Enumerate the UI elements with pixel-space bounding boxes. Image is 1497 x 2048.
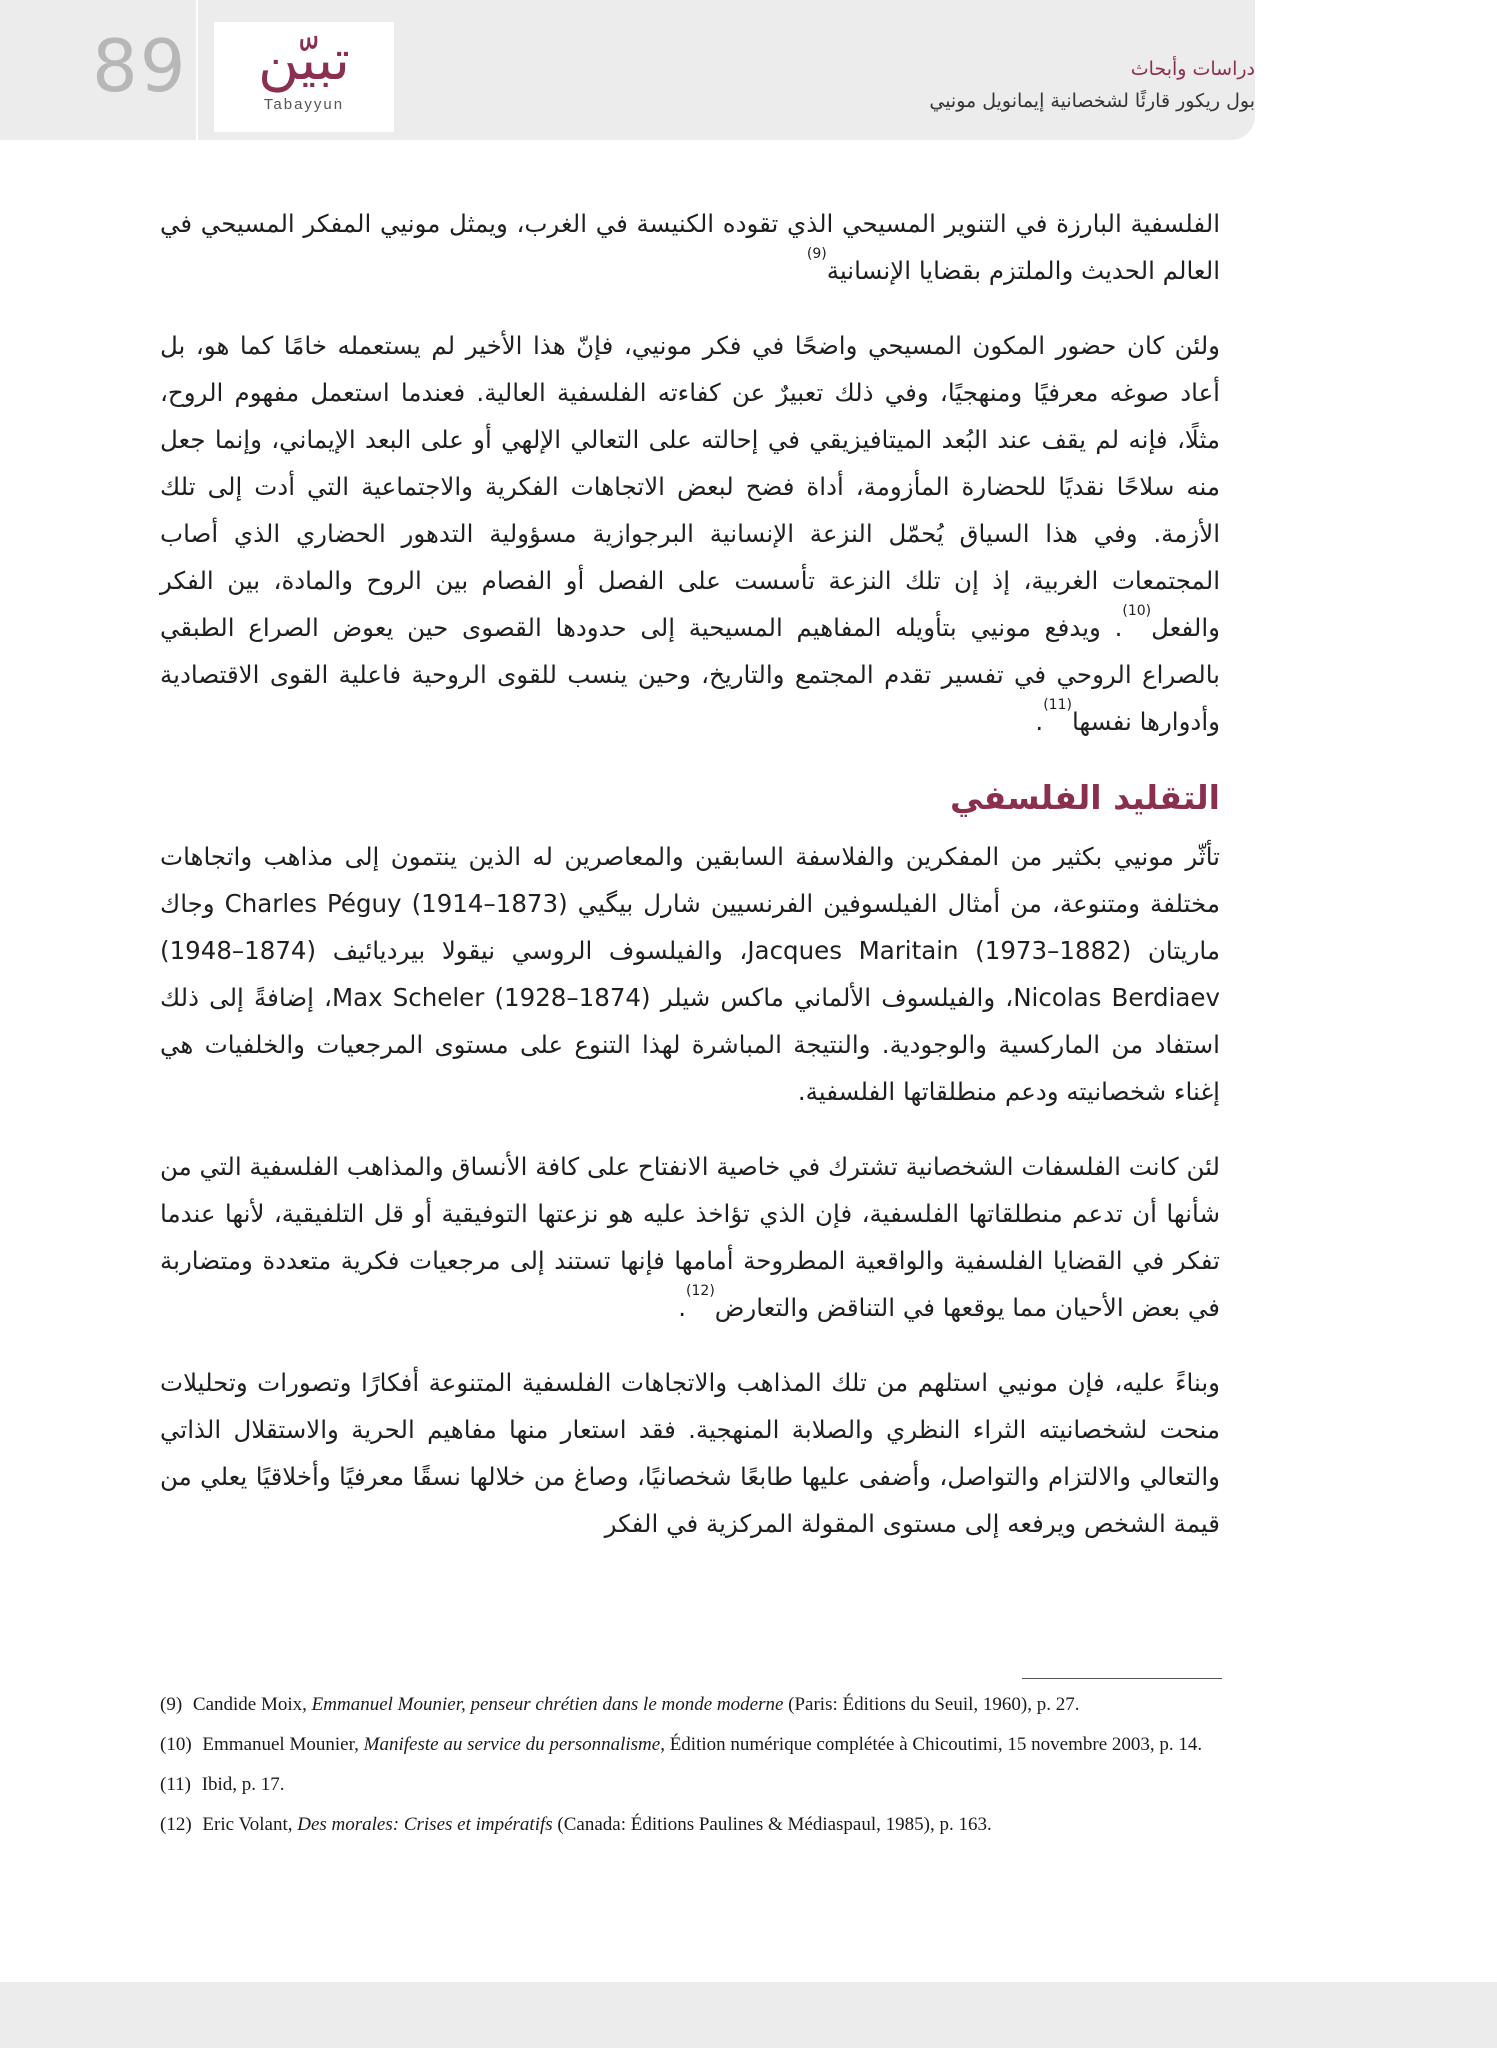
footnote-details: (Paris: Éditions du Seuil, 1960), p. 27. (788, 1694, 1080, 1715)
footnote-item (160, 1730, 1222, 1760)
footnotes (160, 1690, 1222, 1850)
footnote-ref-12[interactable]: (12) (686, 1283, 715, 1299)
header-band (0, 0, 1255, 140)
footnote-ref-10[interactable]: (10) (1122, 603, 1152, 619)
paragraph-3: تأثّر مونيي بكثير من المفكرين والفلاسفة السابقين والمعاصرين له الذين ينتمون إلى مذاهب واتجاهات مختلفة ومتنوعة، من أمثال الفيلسوفين الفرنسيين شارل بيگيي (1873–1914) Charles Péguy وجاك ماريتان (1882–1973) Jacques Maritain، والفيلسوف الروسي نيقولا بيرديائيف (1874–1948) Nicolas Berdiaev، والفيلسوف الألماني ماكس شيلر (1874–1928) Max Scheler، إضافةً إلى ذلك استفاد من الماركسية والوجودية. والنتيجة المباشرة لهذا التنوع على مستوى المرجعيات والخلفيات هي إغناء شخصانيته ودعم منطلقاتها الفلسفية. (160, 842, 1221, 1106)
footnote-item (160, 1690, 1222, 1720)
journal-logo (214, 22, 394, 132)
footnote-ref-11[interactable]: (11) (1043, 697, 1072, 713)
footnote-number: (10) (160, 1734, 192, 1755)
paragraph-4-text: لئن كانت الفلسفات الشخصانية تشترك في خاصية الانفتاح على كافة الأنساق والمذاهب الفلسفية التي من شأنها أن تدعم منطلقاتها الفلسفية، فإن الذي تؤاخذ عليه هو نزعتها التوفيقية أو قل التلفيقية، لأنها عندما تفكر في القضايا الفلسفية والواقعية المطروحة أمامها فإنها تستند إلى مرجعيات فكرية متعددة ومتضاربة في بعض الأحيان مما يوقعها في التناقض والتعارض (160, 1152, 1220, 1322)
footnote-details: (Canada: Éditions Paulines & Médiaspaul, 1985), p. 163. (557, 1814, 992, 1835)
footnote-details: , Édition numérique complétée à Chicoutimi, 15 novembre 2003, p. 14. (660, 1734, 1203, 1755)
footnote-ref-9[interactable]: (9) (806, 246, 827, 262)
section-label: دراسات وأبحاث (1130, 58, 1255, 80)
footnote-item (160, 1810, 1222, 1840)
running-article-title: بول ريكور قارئًا لشخصانية إيمانويل مونيي (929, 90, 1255, 112)
footnote-item (160, 1770, 1222, 1800)
footer-band (0, 1982, 1497, 2048)
footnote-divider (1022, 1678, 1222, 1679)
footnote-number: (12) (160, 1814, 192, 1835)
article-body (160, 200, 1220, 1575)
logo-latin: Tabayyun (263, 96, 345, 113)
page-number: 89 (92, 24, 188, 108)
footnote-author: Emmanuel Mounier, (202, 1734, 359, 1755)
paragraph-2-text-a: ولئن كان حضور المكون المسيحي واضحًا في فكر مونيي، فإنّ هذا الأخير لم يستعمله خامًا كما هو، بل أعاد صوغه معرفيًا ومنهجيًا، وفي ذلك تعبيرٌ عن كفاءته الفلسفية العالية. فعندما استعمل مفهوم الروح، مثلًا، فإنه لم يقف عند البُعد الميتافيزيقي في إحالته على التعالي الإلهي أو على البعد الإيماني، وإنما جعل منه سلاحًا نقديًا للحضارة المأزومة، أداة فضح لبعض الاتجاهات الفكرية والاجتماعية التي أدت إلى تلك الأزمة. وفي هذا السياق يُحمّل النزعة الإنسانية البرجوازية مسؤولية التدهور الحضاري الذي أصاب المجتمعات الغربية، إذ إن تلك النزعة تأسست على الفصل أو الفصام بين الروح والمادة، بين الفكر والفعل (160, 331, 1220, 642)
footnote-title: Manifeste au service du personnalisme (363, 1734, 661, 1755)
footnote-title: Emmanuel Mounier, penseur chrétien dans le monde moderne (311, 1694, 784, 1715)
paragraph-5: وبناءً عليه، فإن مونيي استلهم من تلك المذاهب والاتجاهات الفلسفية المتنوعة أفكارًا وتصورات وتحليلات منحت لشخصانيته الثراء النظري والصلابة المنهجية. فقد استعار منها مفاهيم الحرية والاستقلال الذاتي والتعالي والالتزام والتواصل، وأضفى عليها طابعًا شخصانيًا، وصاغ من خلالها نسقًا معرفيًا وأخلاقيًا يعلي من قيمة الشخص ويرفعه إلى مستوى المقولة المركزية في الفكر (160, 1368, 1220, 1538)
paragraph-1 (160, 200, 1220, 294)
paragraph-2-text-b: . ويدفع مونيي بتأويله المفاهيم المسيحية إلى حدودها القصوى حين يعوض الصراع الطبقي بالصراع الروحي في تفسير تقدم المجتمع والتاريخ، وحين ينسب للقوى الروحية فاعلية القوى الاقتصادية وأدوارها نفسها (160, 613, 1220, 736)
paragraph-2: ولئن كان حضور المكون المسيحي واضحًا في فكر مونيي، فإنّ هذا الأخير لم يستعمله خامًا كما هو، بل أعاد صوغه معرفيًا ومنهجيًا، وفي ذلك تعبيرٌ عن كفاءته الفلسفية العالية. فعندما استعمل مفهوم الروح، مثلًا، فإنه لم يقف عند البُعد الميتافيزيقي في إحالته على التعالي الإلهي أو على البعد الإيماني، وإنما جعل منه سلاحًا نقديًا للحضارة المأزومة، أداة فضح لبعض الاتجاهات الفكرية والاجتماعية التي أدت إلى تلك الأزمة. وفي هذا السياق يُحمّل النزعة الإنسانية البرجوازية مسؤولية التدهور الحضاري الذي أصاب المجتمعات الغربية، إذ إن تلك النزعة تأسست على الفصل أو الفصام بين الروح والمادة، بين الفكر والفعل$^{(10)}$. ويدفع مونيي بتأويله المفاهيم المسيحية إلى حدودها القصوى حين يعوض الصراع الطبقي بالصراع الروحي في تفسير تقدم المجتمع والتاريخ، وحين ينسب للقوى الروحية فاعلية القوى الاقتصادية وأدوارها نفسها$^{(11)}$. (160, 331, 1220, 736)
paragraph-4: لئن كانت الفلسفات الشخصانية تشترك في خاصية الانفتاح على كافة الأنساق والمذاهب الفلسفية التي من شأنها أن تدعم منطلقاتها الفلسفية، فإن الذي تؤاخذ عليه هو نزعتها التوفيقية أو قل التلفيقية، لأنها عندما تفكر في القضايا الفلسفية والواقعية المطروحة أمامها فإنها تستند إلى مرجعيات فكرية متعددة ومتضاربة في بعض الأحيان مما يوقعها في التناقض والتعارض$^{(12)}$. (160, 1152, 1220, 1322)
footnote-number: (9) (160, 1694, 183, 1715)
footnote-author: Candide Moix, (192, 1694, 307, 1715)
section-heading: التقليد الفلسفي (949, 778, 1220, 817)
paragraph-1-text: الفلسفية البارزة في التنوير المسيحي الذي تقوده الكنيسة في الغرب، ويمثل مونيي المفكر المسيحي في العالم الحديث والملتزم بقضايا الإنسانية (160, 209, 1220, 285)
footnote-author: Eric Volant, (202, 1814, 293, 1835)
header-divider (196, 0, 198, 140)
footnote-details: Ibid, p. 17. (201, 1774, 285, 1795)
logo-arabic: تبيّن (257, 28, 350, 93)
footnote-title: Des morales: Crises et impératifs (297, 1814, 553, 1835)
footnote-number: (11) (160, 1774, 191, 1795)
